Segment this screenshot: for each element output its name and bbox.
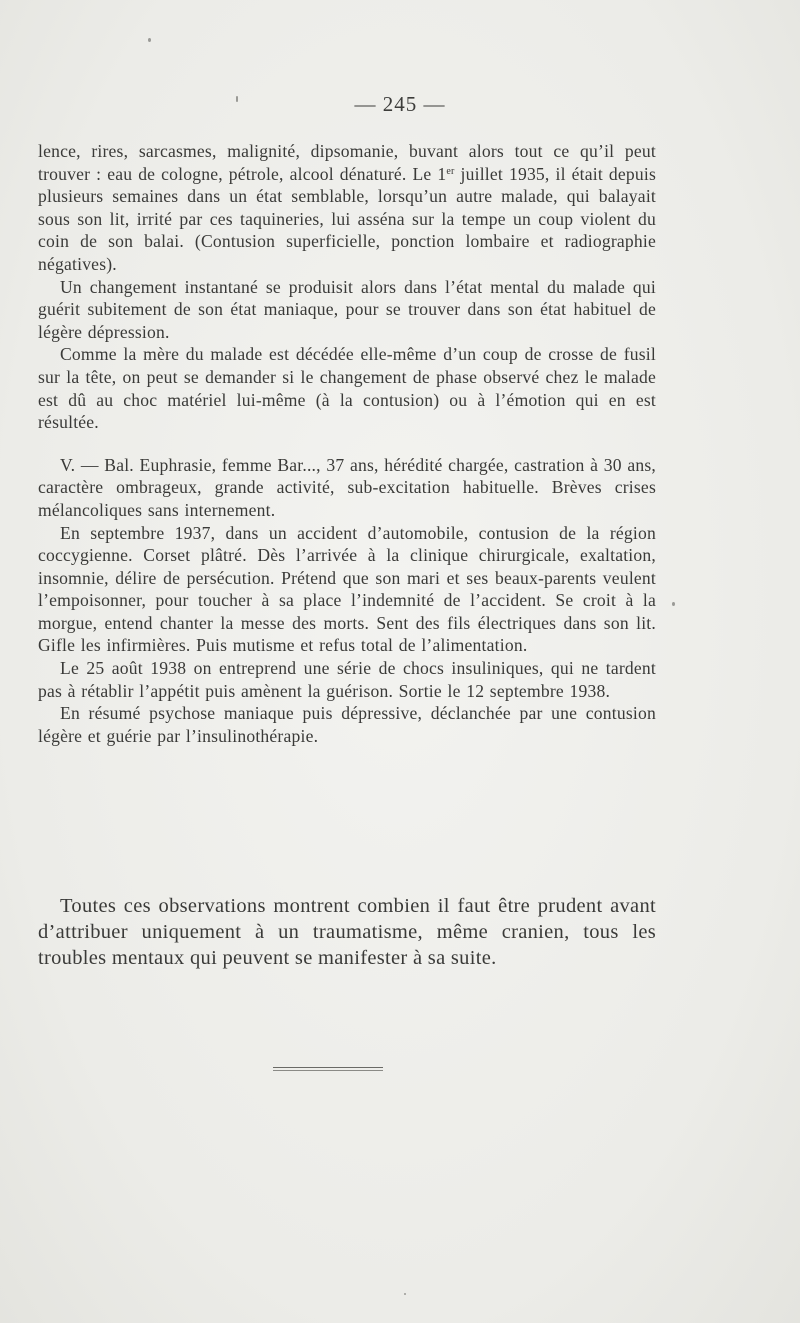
end-rule-divider <box>273 1067 383 1068</box>
paragraph-1-text-a: lence, rires, sarcasmes, malignité, dipsomanie, buvant alors tout ce qu’il peut trouver : eau de cologne, pétrole, alcool dénaturé. Le 1 <box>38 141 656 184</box>
print-speck <box>236 96 238 102</box>
paragraph-3: Comme la mère du malade est décédée elle-même d’un coup de crosse de fusil sur la tête, on peut se demander si le changement de phase observé chez le malade est dû au choc matériel lui-même (à la contusion) ou à l’émotion qui en est résultée. <box>38 344 656 433</box>
conclusion-paragraph: Toutes ces observations montrent combien il faut être prudent avant d’attribuer uniquement à un traumatisme, même cranien, tous les troubles mentaux qui peuvent se manifester à sa suite. <box>38 894 656 969</box>
ordinal-superscript: er <box>446 165 455 177</box>
print-speck <box>672 602 675 606</box>
page-number: — 245 — <box>354 92 446 116</box>
body-text <box>38 140 656 747</box>
paragraph-5: En septembre 1937, dans un accident d’automobile, contusion de la région coccygienne. Corset plâtré. Dès l’arrivée à la clinique chirurgicale, exaltation, insomnie, délire de persécution. Prétend que son mari et ses beaux-parents veulent l’empoisonner, pour toucher à sa place l’indemnité de l’accident. Se croit à la morgue, entend chanter la messe des morts. Sent des fils électriques dans son lit. Gifle les infirmières. Puis mutisme et refus total de l’alimentation. <box>38 522 656 656</box>
observation-v-heading-paragraph: V. — Bal. Euphrasie, femme Bar..., 37 ans, hérédité chargée, castration à 30 ans, caractère ombrageux, grande activité, sub-excitation habituelle. Brèves crises mélancoliques sans internement. <box>38 454 656 520</box>
paragraph-2: Un changement instantané se produisit alors dans l’état mental du malade qui guérit subitement de son état maniaque, pour se trouver dans son état habituel de légère dépression. <box>38 276 656 342</box>
print-speck <box>148 38 151 42</box>
paragraph-1 <box>38 140 656 276</box>
paragraph-7: En résumé psychose maniaque puis dépressive, déclanchée par une contusion légère et guérie par l’insulinothérapie. <box>38 703 656 746</box>
print-speck <box>404 1293 406 1295</box>
paragraph-1-text-b: juillet 1935, il était depuis plusieurs semaines dans un état semblable, lorsqu’un autre malade, qui balayait sous son lit, irrité par ces taquineries, lui asséna sur la tempe un coup violent du coin de son balai. (Contusion superficielle, ponction lombaire et radiographie négatives). <box>38 163 657 274</box>
paragraph-6: Le 25 août 1938 on entreprend une série de chocs insuliniques, qui ne tardent pas à rétablir l’appétit puis amènent la guérison. Sortie le 12 septembre 1938. <box>38 658 656 701</box>
